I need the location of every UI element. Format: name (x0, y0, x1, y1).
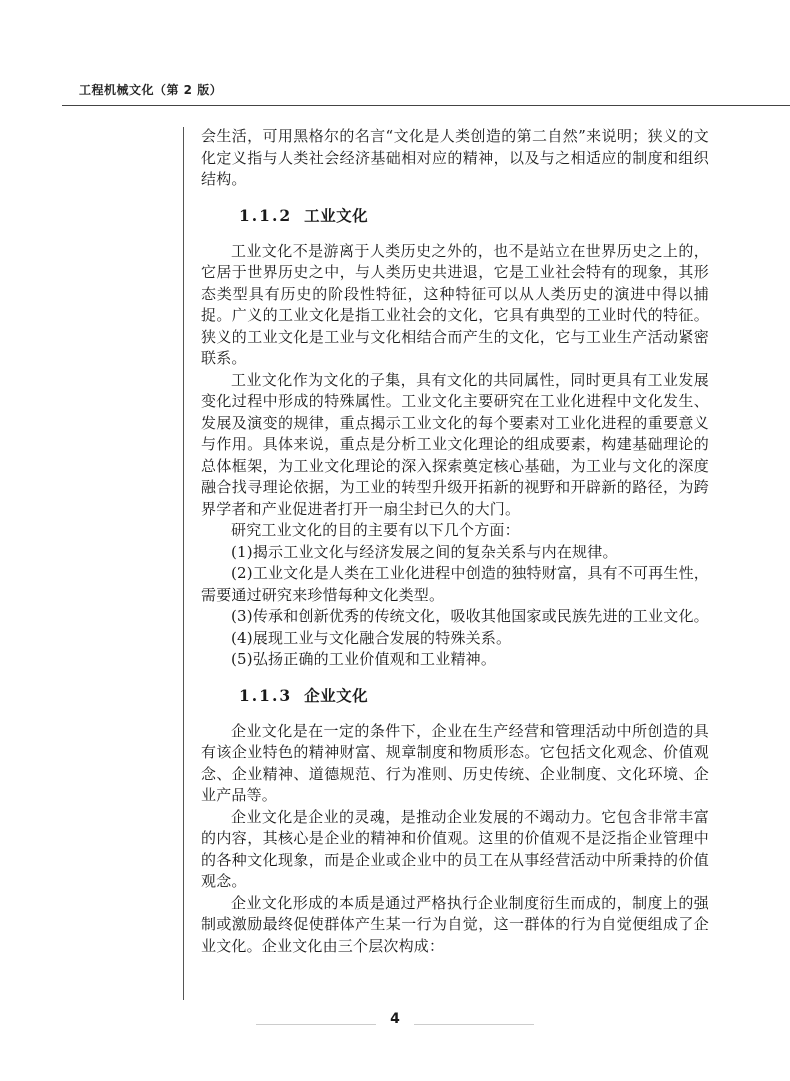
paragraph: 研究工业文化的目的主要有以下几个方面： (231, 521, 520, 539)
paragraph: 企业文化是企业的灵魂，是推动企业发展的不竭动力。它包含非常丰富的内容，其核心是企业的精神和价值观。这里的价值观不是泛指企业管理中的各种文化现象，而是企业或企业中的员工在从事经营活动中所秉持的价值观念。 (201, 807, 709, 890)
list-item: (2)工业文化是人类在工业化进程中创造的独特财富，具有不可再生性，需要通过研究来珍惜每种文化类型。 (201, 564, 709, 604)
paragraph: 工业文化作为文化的子集，具有文化的共同属性，同时更具有工业发展变化过程中形成的特殊属性。工业文化主要研究在工业化进程中文化发生、发展及演变的规律，重点揭示工业文化的每个要素对工业化进程的重要意义与作用。具体来说，重点是分析工业文化理论的组成要素，构建基础理论的总体框架，为工业文化理论的深入探索奠定核心基础，为工业与文化的深度融合找寻理论依据，为工业的转型升级开拓新的视野和开辟新的路径，为跨界学者和产业促进者打开一扇尘封已久的大门。 (201, 370, 709, 518)
intro-paragraph: 会生活，可用黑格尔的名言“文化是人类创造的第二自然”来说明；狭义的文化定义指与人类社会经济基础相对应的精神，以及与之相适应的制度和组织结构。 (201, 127, 709, 188)
margin-rule (183, 127, 184, 1000)
section-number: 1.1.3 (239, 685, 293, 705)
running-header-title: 工程机械文化（第 2 版） (79, 83, 223, 97)
list-item: (3)传承和创新优秀的传统文化，吸收其他国家或民族先进的工业文化。 (231, 607, 709, 625)
section-number: 1.1.2 (239, 205, 293, 225)
page-body (201, 126, 709, 957)
page-number: 4 (390, 1011, 400, 1027)
header-rule (62, 105, 790, 106)
section-title: 工业文化 (304, 205, 369, 225)
list-item: (4)展现工业与文化融合发展的特殊关系。 (231, 628, 512, 647)
paragraph: 工业文化不是游离于人类历史之外的，也不是站立在世界历史之上的，它居于世界历史之中，与人类历史共进退，它是工业社会特有的现象，其形态类型具有历史的阶段性特征，这种特征可以从人类历史的演进中得以捕捉。广义的工业文化是指工业社会的文化，它具有典型的工业时代的特征。狭义的工业文化是工业与文化相结合而产生的文化，它与工业生产活动紧密联系。 (201, 241, 709, 367)
section-title: 企业文化 (304, 685, 369, 705)
paragraph: 企业文化形成的本质是通过严格执行企业制度衍生而成的，制度上的强制或激励最终促使群体产生某一行为自觉，这一群体的行为自觉便组成了企业文化。企业文化由三个层次构成： (201, 893, 709, 955)
section-heading-1-1-2 (239, 205, 709, 227)
list-item: (5)弘扬正确的工业价值观和工业精神。 (231, 650, 497, 668)
footer-rule-right (414, 1024, 534, 1025)
list-item: (1)揭示工业文化与经济发展之间的复杂关系与内在规律。 (231, 542, 618, 561)
section-heading-1-1-3 (239, 685, 709, 707)
paragraph: 企业文化是在一定的条件下，企业在生产经营和管理活动中所创造的具有该企业特色的精神财富、规章制度和物质形态。它包括文化观念、价值观念、企业精神、道德规范、行为准则、历史传统、企业制度、文化环境、企业产品等。 (201, 721, 709, 804)
